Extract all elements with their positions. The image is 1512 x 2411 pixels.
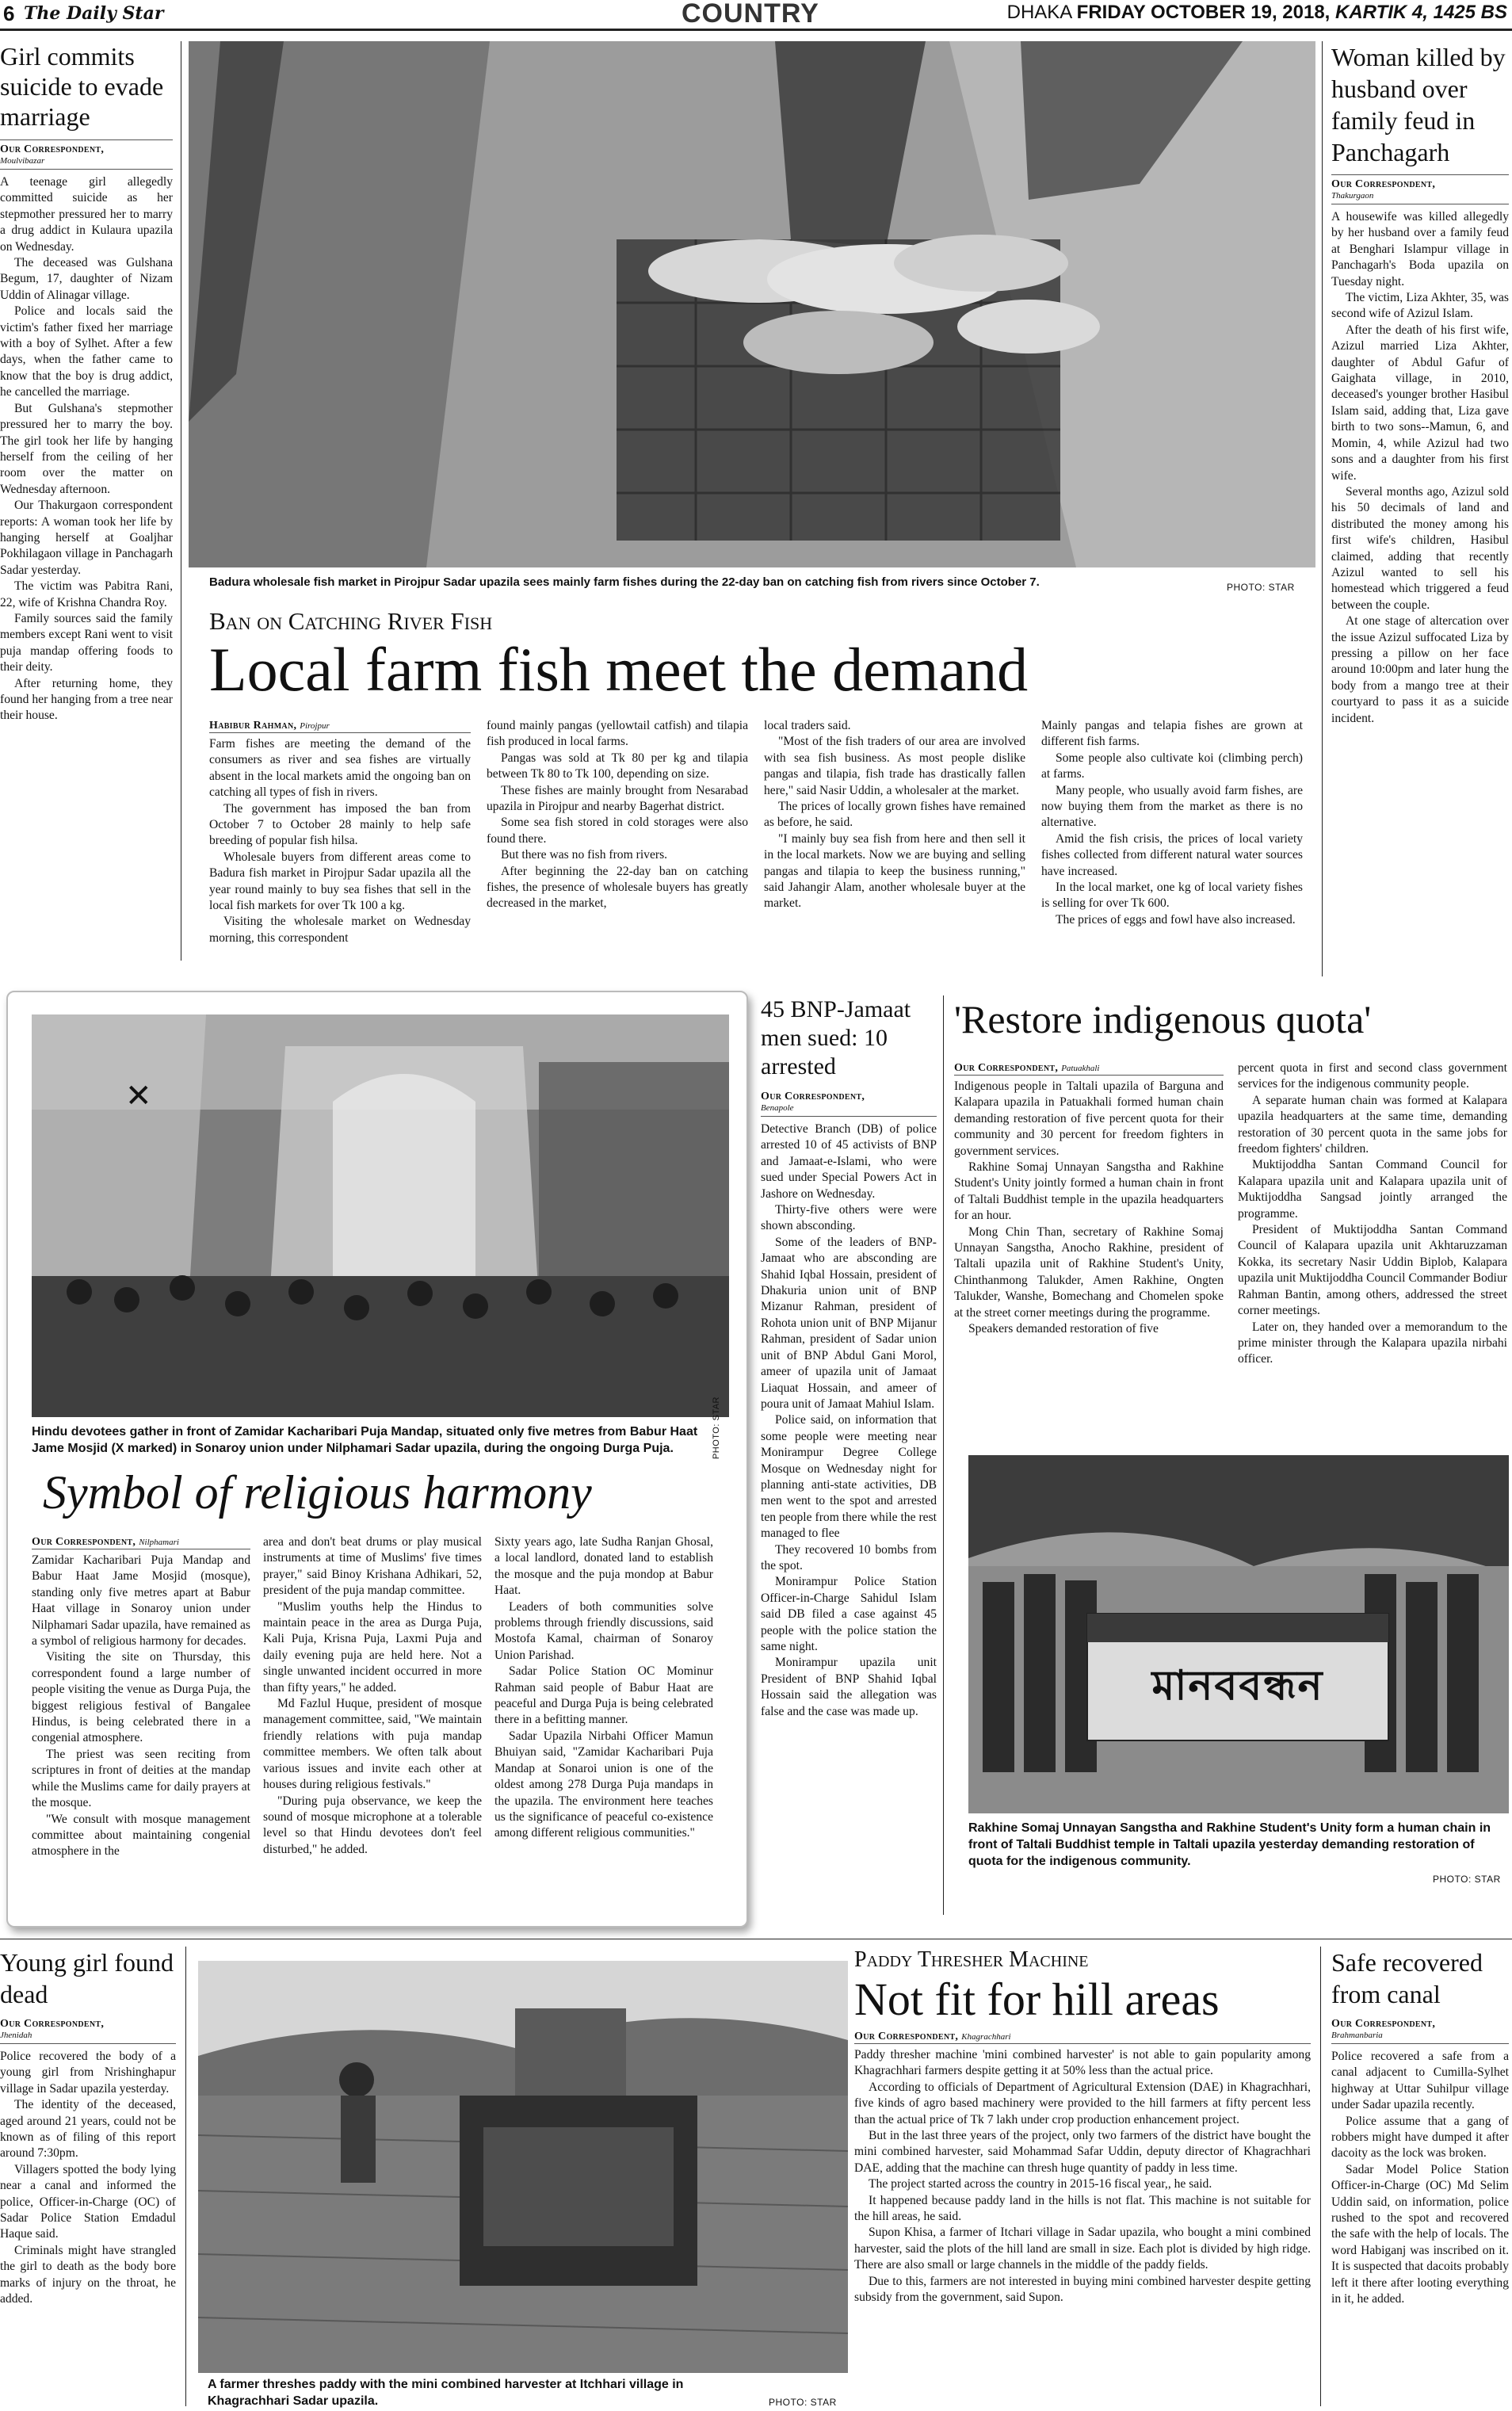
paragraph: Police recovered a safe from a canal adjacent to Cumilla-Sylhet highway at Uttar Suhilpur village under Sadar upazila recently. [1331, 2050, 1509, 2112]
paragraph: The government has imposed the ban from October 7 to October 28 mainly to help safe breeding of popular fish hilsa. [209, 801, 471, 848]
paragraph: A housewife was killed allegedly by her husband over a family feud at Benghari Islampur village in Panchagarh's Boda upazila on Tuesday night. [1331, 210, 1509, 288]
paragraph: Family sources said the family members except Rani went to visit puja mandap offering foods to their deity. [0, 611, 173, 674]
header-dateline [1007, 2, 1507, 24]
headline: 45 BNP-Jamaat men sued: 10 arrested [761, 996, 911, 1079]
dateline: Khagrachhari [961, 2032, 1011, 2042]
story-quota [954, 995, 1509, 1439]
section-title: COUNTRY [682, 0, 819, 29]
quota-photo-caption: Rakhine Somaj Unnayan Sangstha and Rakhine Student's Unity form a human chain in front of Taltali Buddhist temple in Taltali upazila yesterday demanding restoration of quota for the indigenous community. [968, 1821, 1491, 1868]
paragraph: Speakers demanded restoration of five [968, 1322, 1159, 1336]
paragraph: Md Fazlul Huque, president of mosque management committee, said, "We maintain friendly relations with puja mandap committee members. We often talk about various issues and invite each other at houses during religious festivals." [263, 1697, 482, 1792]
headline: Woman killed by husband over family feud in Panchagarh [1331, 43, 1506, 166]
headline: Local farm fish meet the demand [209, 635, 1029, 704]
paragraph: Paddy thresher machine 'mini combined harvester' is not able to gain popularity among Khagrachhari farmers despite getting it at 50% less than the actual price. [854, 2048, 1311, 2078]
paragraph: Detective Branch (DB) of police arrested 10 of 45 activists of BNP and Jamaat-e-Islami, who were sued under Special Powers Act in Jashore on Wednesday. [761, 1122, 937, 1201]
dateline: Pirojpur [300, 721, 330, 731]
mosque-x-mark: ✕ [125, 1078, 152, 1114]
paragraph: Some people also cultivate koi (climbing perch) at farms. [1041, 751, 1303, 781]
paragraph: According to officials of Department of Agricultural Extension (DAE) in Khagrachhari, five kinds of agro based machinery were provided to the hill farmers at fifty percent less than the actual price of Tk 7 lakh under crop production enhancement project. [854, 2080, 1311, 2126]
story-girl-suicide [0, 41, 173, 965]
paragraph: Visiting the site on Thursday, this correspondent found a large number of people visiting the venue as Durga Puja, the biggest religious festival of Bangalee Hindus, is being celebrated there in a congenial atmosphere. [32, 1650, 250, 1745]
paragraph: Sixty years ago, late Sudha Ranjan Ghosal, a local landlord, donated land to establish the mosque and the puja mondop at Babur Haat. [494, 1535, 713, 1598]
paragraph: But Gulshana's stepmother pressured her to marry the boy. The girl took her life by hanging herself from the ceiling of her room over the matter on Wednesday afternoon. [0, 401, 173, 496]
paragraph: Amid the fish crisis, the prices of local variety fishes collected from different natural water sources have increased. [1041, 831, 1303, 878]
paragraph: Police recovered the body of a young girl from Nrishinghapur village in Sadar upazila yesterday. [0, 2050, 176, 2096]
paragraph: "Muslim youths help the Hindus to maintain peace in the area as Durga Puja, Kali Puja, Krisna Puja, Laxmi Puja and daily evening puja are held here. Not a single unwanted incident occurred in more than fifty years," he added. [263, 1599, 482, 1695]
headline: Safe recovered from canal [1331, 1948, 1483, 2008]
byline: Our Correspondent, [32, 1536, 136, 1548]
headline: Young girl found dead [0, 1948, 174, 2008]
paragraph: But in the last three years of the project, only two farmers of the district have bought the mini combined harvester, said Mohammad Safar Uddin, deputy director of Khagrachhari DAE, adding that the machine can thresh huge quantity of paddy in less time. [854, 2129, 1311, 2175]
fish-market-illustration [189, 41, 1315, 567]
paragraph: Rakhine Somaj Unnayan Sangstha and Rakhine Student's Unity jointly formed a human chain in front of Taltali Buddhist temple in the upazila headquarters for an hour. [954, 1160, 1224, 1223]
paragraph: The priest was seen reciting from scriptures in front of deities at the mandap while the Muslims came for daily prayers at the mosque. [32, 1747, 250, 1810]
harmony-box [6, 991, 748, 1928]
paragraph: But there was no fish from rivers. [501, 848, 668, 862]
paragraph: Thirty-five others were were shown absconding. [761, 1203, 937, 1233]
fish-col-2 [487, 718, 748, 912]
dateline-date: FRIDAY OCTOBER 19, 2018, [1076, 2, 1331, 23]
paragraph: A separate human chain was formed at Kalapara upazila headquarters at the same time, demanding restoration of 30 percent quota in the same jobs for freedom fighters' children. [1238, 1093, 1507, 1156]
byline: Our Correspondent, [854, 2031, 959, 2042]
paragraph: Sadar Model Police Station Officer-in-Charge (OC) Md Selim Uddin said, on information, police rushed to the spot and recovered the safe with the help of locals. The word Habiganj was inscribed on it. It is suspected that dacoits probably left it there after looting everything in it, he added. [1331, 2162, 1509, 2306]
quota-col-2 [1238, 1060, 1507, 1368]
fish-market-photo [189, 41, 1315, 567]
paragraph: After the death of his first wife, Azizul married Liza Akhter, daughter of Abdul Gafur of Gaighata village, in 2010, deceased's younger brother Hasibul Islam said, adding that, Liza gave birth to two sons--Mamun, 6, and Momin, 4, while Azizul had two sons and a daughter from his first wife. [1331, 323, 1509, 483]
paragraph: Zamidar Kacharibari Puja Mandap and Babur Haat Jame Mosjid (mosque), standing only five metres apart at Babur Haat village in Sonaroy union under Nilphamari Sadar upazila, have remained as a symbol of religious harmony for decades. [32, 1553, 250, 1649]
paragraph: "During puja observance, we keep the sound of mosque microphone at a tolerable level so that Hindu devotees don't feel disturbed," he added. [263, 1794, 482, 1856]
byline: Habibur Rahman, [209, 720, 297, 732]
byline: Our Correspondent, [0, 2018, 105, 2030]
byline: Our Correspondent, [954, 1062, 1059, 1074]
paragraph: percent quota in first and second class government services for the indigenous community people. [1238, 1061, 1507, 1091]
byline: Our Correspondent, [1331, 2018, 1436, 2030]
harmony-col-3 [494, 1534, 713, 1842]
page-header [0, 0, 1512, 27]
paragraph: Pangas was sold at Tk 80 per kg and tilapia between Tk 80 to Tk 100, depending on size. [487, 751, 748, 781]
harmony-col-2 [263, 1534, 482, 1858]
paragraph: At one stage of altercation over the issue Azizul suffocated Liza by pressing a pillow on her face around 10:00pm and later hung the body from a mango tree at their courtyard to pass it as a suicide incident. [1331, 614, 1509, 725]
harmony-photo-caption: Hindu devotees gather in front of Zamidar Kacharibari Puja Mandap, situated only five metres from Babur Haat Jame Mosjid (X marked) in Sonaroy union under Nilphamari Sadar upazila, during the ongoing Durga Puja. [32, 1425, 698, 1455]
dateline: Moulvibazar [0, 156, 45, 166]
banner-text: মানববন্ধন [1151, 1662, 1324, 1710]
paragraph: local traders said. [764, 719, 851, 732]
header-rule [0, 29, 1512, 31]
paragraph: The victim was Pabitra Rani, 22, wife of Krishna Chandra Roy. [0, 579, 173, 609]
paragraph: The deceased was Gulshana Begum, 17, daughter of Nizam Uddin of Alinagar village. [0, 256, 173, 302]
paragraph: Many people, who usually avoid farm fishes, are now buying them from the market as there is no alternative. [1041, 783, 1303, 830]
puja-mandap-photo [32, 1014, 729, 1417]
paragraph: found mainly pangas (yellowtail catfish) and tilapia fish produced in local farms. [487, 719, 748, 749]
paragraph: Police and locals said the victim's father fixed her marriage with a boy of Sylhet. After a few days, when the father came to know that the boy is drug addict, he cancelled the marriage. [0, 304, 173, 399]
headline: 'Restore indigenous quota' [954, 997, 1372, 1041]
byline: Our Correspondent, [0, 143, 105, 155]
column-rule [1322, 41, 1323, 976]
paragraph: Indigenous people in Taltali upazila of Barguna and Kalapara upazila in Patuakhali formed human chain demanding restoration of five percent quota for their community and 30 percent for freedom fighters in government services. [954, 1079, 1224, 1158]
paragraph: Our Thakurgaon correspondent reports: A woman took her life by hanging herself at Goaljhar Pokhilagaon village in Panchagarh Sadar yesterday. [0, 499, 173, 577]
dateline-city: DHAKA [1006, 2, 1071, 23]
paragraph: Mong Chin Than, secretary of Rakhine Somaj Unnayan Sangstha, Anocho Rakhine, president of Taltali upazila unit of Rakhine Student's Unity, Chinthanmong Talukder, Amen Rakhine, Ongten Talukder, Wanshe, Bomechang and Chomelen spoke at the street corner meetings during the programme. [954, 1225, 1224, 1320]
byline: Our Correspondent, [761, 1091, 865, 1102]
headline: Symbol of religious harmony [43, 1466, 592, 1519]
story-young-girl [0, 1947, 176, 2409]
paragraph: "We consult with mosque management committee about maintaining congenial atmosphere in the [32, 1812, 250, 1859]
column-rule [185, 1947, 186, 2406]
dateline: Patuakhali [1061, 1064, 1100, 1073]
paragraph: After beginning the 22-day ban on catching fishes, the presence of wholesale buyers has greatly decreased in the market, [487, 864, 748, 911]
paragraph: Mainly pangas and telapia fishes are grown at different fish farms. [1041, 719, 1303, 749]
story-fish [209, 607, 1319, 983]
story-bnp [761, 995, 937, 1916]
paragraph: "I mainly buy sea fish from here and then sell it in the local markets. Now we are buying and selling pangas and tilapia to keep the business running," said Jahangir Alam, another wholesale buyer at the market. [764, 831, 1025, 911]
paragraph: "Most of the fish traders of our area are involved with sea fish business. As most people dislike pangas and tilapia, fish trade has drastically fallen here," said Nasir Uddin, a wholesaler at the market. [764, 735, 1025, 797]
headline: Girl commits suicide to evade marriage [0, 42, 164, 131]
dateline: Brahmanbaria [1331, 2031, 1383, 2040]
story-woman-killed [1331, 41, 1509, 975]
paragraph: The project started across the country in 2015-16 fiscal year,, he said. [869, 2177, 1212, 2191]
harmony-col-1 [32, 1534, 250, 1860]
paragraph: Wholesale buyers from different areas come to Badura fish market in Pirojpur Sadar upazila all the year round mainly to buy sea fishes that sell in the local fish markets for over Tk 100 a kg. [209, 850, 471, 913]
paragraph: The victim, Liza Akhter, 35, was second wife of Azizul Islam. [1331, 291, 1509, 321]
paragraph: Later on, they handed over a memorandum to the prime minister through the Kalapara upazila nirbahi officer. [1238, 1320, 1507, 1366]
fish-photo-credit: PHOTO: STAR [1227, 582, 1295, 593]
paragraph: Muktijoddha Santan Command Council for Kalapara upazila unit and Kalapara upazila unit of Muktijoddha Sangsad jointly arranged the programme. [1238, 1158, 1507, 1221]
paragraph: In the local market, one kg of local variety fishes is selling for over Tk 600. [1041, 881, 1303, 911]
page-number: 6 [3, 2, 15, 25]
paragraph: President of Muktijoddha Santan Command Council of Kalapara upazila unit Akhtaruzzaman Kokka, its secretary Nasir Uddin Biplob, Kalapara upazila unit Muktijoddha Council Commander Bodiur Rahman Bantin, among others, addressed the street corner meetings. [1238, 1223, 1507, 1318]
headline: Not fit for hill areas [854, 1974, 1220, 2025]
quota-photo-credit: PHOTO: STAR [1433, 1874, 1501, 1885]
paragraph: These fishes are mainly brought from Nesarabad upazila in Pirojpur and nearby Bagerhat district. [487, 783, 748, 814]
paragraph: Monirampur Police Station Officer-in-Charge Sahidul Islam said DB filed a case against 45 people with the police station the same night. [761, 1575, 937, 1653]
story-safe [1331, 1947, 1509, 2409]
paragraph: Sadar Police Station OC Mominur Rahman said people of Babur Haat are peaceful and Durga Puja is being celebrated there in a befitting manner. [494, 1664, 713, 1727]
paddy-thresher-photo [198, 1961, 848, 2373]
human-chain-illustration [968, 1455, 1509, 1813]
fish-col-4 [1041, 718, 1303, 928]
kicker: Ban on Catching River Fish [209, 607, 493, 635]
paragraph: A teenage girl allegedly committed suicide as her stepmother pressured her to marry a drug addict in Kulaura upazila on Wednesday. [0, 175, 173, 254]
paragraph: Some of the leaders of BNP-Jamaat who are absconding are Shahid Iqbal Hossain, president of Dhakuria union unit of BNP Mizanur Rahman, president of Rohota union unit of BNP Mijanur Rahman, president of Sadar union unit of BNP Abdul Gani Morol, ameer of upazila unit of Jamaat Liaquat Hossain, and ameer of poura unit of Jamaat Mahiul Islam. [761, 1235, 937, 1411]
paragraph: Criminals might have strangled the girl to death as the body bore marks of injury on the throat, he added. [0, 2243, 176, 2306]
harmony-photo-credit: PHOTO: STAR [712, 1397, 721, 1460]
paragraph: Police said, on information that some people were meeting near Monirampur Degree College Mosque on Wednesday night for planning anti-state activities, DB men went to the spot and arrested ten people from there while the rest managed to flee [761, 1413, 937, 1541]
thresher-illustration [198, 1961, 848, 2373]
thresher-photo-credit: PHOTO: STAR [769, 2397, 837, 2408]
paragraph: Farm fishes are meeting the demand of the consumers as river and sea fishes are virtually absent in the local markets amid the ongoing ban on catching all types of fish in rivers. [209, 737, 471, 800]
paragraph: Leaders of both communities solve problems through friendly discussions, said Mostofa Kamal, chairman of Sonaroy Union Parishad. [494, 1599, 713, 1662]
paragraph: Due to this, farmers are not interested in buying mini combined harvester despite getting subsidy from the government, said Supon. [854, 2274, 1311, 2305]
paragraph: Police assume that a gang of robbers might have dumped it after dacoity as the lock was broken. [1331, 2114, 1509, 2161]
human-chain-photo [968, 1455, 1509, 1813]
paragraph: Sadar Upazila Nirbahi Officer Mamun Bhuiyan said, "Zamidar Kacharibari Puja Mandap at Sonaroi union is one of the oldest among 278 Durga Puja mandaps in the upazila. The environment here teaches us the significance of peaceful co-existence among different religious communities." [494, 1729, 713, 1840]
paragraph: They recovered 10 bombs from the spot. [761, 1542, 937, 1572]
dateline: Benapole [761, 1103, 794, 1113]
puja-illustration [32, 1014, 729, 1417]
dateline: Nilphamari [139, 1538, 179, 1547]
dateline: Thakurgaon [1331, 191, 1374, 201]
fish-col-1 [209, 718, 471, 946]
quota-col-1 [954, 1060, 1224, 1338]
paragraph: Some sea fish stored in cold storages were also found there. [487, 816, 748, 846]
fish-col-3 [764, 718, 1025, 912]
paragraph: Monirampur upazila unit President of BNP Shahid Iqbal Hossain said the allegation was false and the case was made up. [761, 1656, 937, 1718]
paragraph: Villagers spotted the body lying near a canal and informed the police, Officer-in-Charge (OC) of Sadar Police Station Emdadul Haque said. [0, 2162, 176, 2241]
byline: Our Correspondent, [1331, 178, 1436, 190]
story-thresher [854, 1947, 1311, 2409]
paragraph: Supon Khisa, a farmer of Itchari village in Sadar upazila, who bought a mini combined harvester, said the plots of the hill land are small in size. Each plot is divided by high ridge. There are also small or large channels in the middle of the paddy fields. [854, 2226, 1311, 2272]
column-rule [1320, 1947, 1321, 2406]
fish-photo-caption: Badura wholesale fish market in Pirojpur Sadar upazila sees mainly farm fishes during the 22-day ban on catching fish from rivers since October 7. [209, 575, 1040, 589]
column-rule [943, 995, 944, 1915]
paragraph: Several months ago, Azizul sold his 50 decimals of land and distributed the money among his first wife's children, Hasibul claimed, adding that recently Azizul wanted to sell his homestead which triggered a feud between the couple. [1331, 484, 1509, 612]
kicker: Paddy Thresher Machine [854, 1947, 1089, 1972]
paragraph: After returning home, they found her hanging from a tree near their house. [0, 676, 173, 723]
masthead-logo: The Daily Star [24, 3, 164, 24]
dateline-bangla: KARTIK 4, 1425 BS [1335, 2, 1507, 23]
paragraph: The prices of eggs and fowl have also increased. [1056, 912, 1296, 927]
dateline: Jhenidah [0, 2031, 32, 2040]
paragraph: It happened because paddy land in the hills is not flat. This machine is not suitable for the hill areas, he said. [854, 2193, 1311, 2224]
paragraph: area and don't beat drums or play musical instruments at time of Muslims' five times prayer," said Binoy Krishana Adhikari, 52, president of the puja mandap committee. [263, 1535, 482, 1598]
paragraph: The prices of locally grown fishes have remained as before, he said. [764, 800, 1025, 830]
paragraph: The identity of the deceased, aged around 21 years, could not be known as of filing of this report around 7:30pm. [0, 2098, 176, 2161]
thresher-photo-caption: A farmer threshes paddy with the mini combined harvester at Itchhari village in Khagrachhari Sadar upazila. [208, 2378, 684, 2408]
paragraph: Visiting the wholesale market on Wednesday morning, this correspondent [209, 915, 471, 945]
